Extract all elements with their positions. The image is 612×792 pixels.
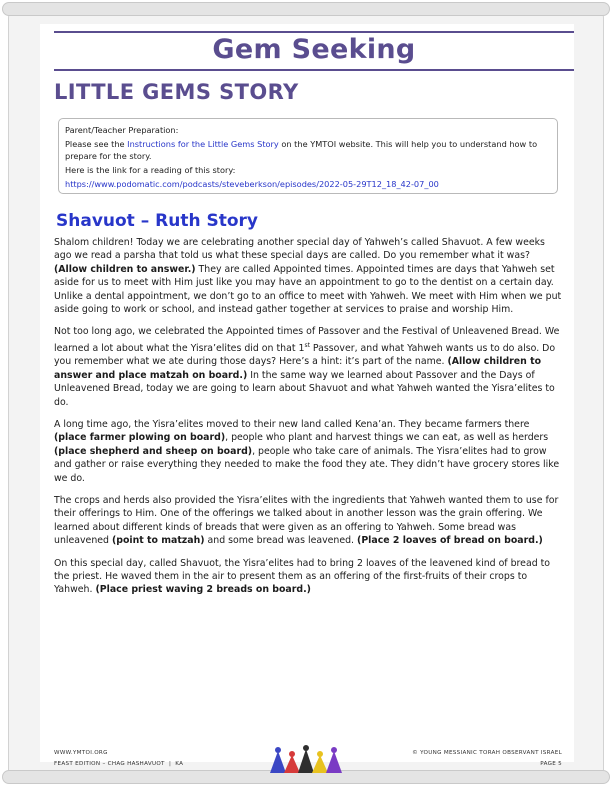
footer-edition: FEAST EDITION – CHAG HASHAVUOT | KA — [54, 761, 184, 767]
preparation-box — [58, 118, 558, 194]
footer-website: WWW.YMTOI.ORG — [54, 750, 108, 756]
story-title: Shavuot – Ruth Story — [56, 211, 258, 231]
podcast-link[interactable]: https://www.podomatic.com/podcasts/steveberkson/episodes/2022-05-29T12_18_42-07_00 — [65, 179, 439, 189]
page — [40, 24, 574, 762]
story-paragraph-5: On this special day, called Shavuot, the Yisra’elites had to bring 2 loaves of the leavened kind of bread to the priest. He waved them in the air to present them as an offering of the first-fruits of their crops to Yahweh. (Place priest waving 2 breads on board.) — [54, 557, 551, 596]
story-paragraph-1: Shalom children! Today we are celebrating another special day of Yahweh’s called Shavuot. A few weeks ago we read a parsha that told us what these special days are called. Do you remember what it was? (Allow children to answer.) They are called Appointed times. Appointed times are days that Yahweh set aside for us to meet with Him just like you may have an appointment to go to the dentist on a certain day. Unlike a dental appointment, we don’t go to an office to meet with Yahweh. We meet with Him when we put aside going to work or school, and instead gather together at services to praise and worship Him. — [54, 237, 562, 316]
prep-reading-note: Here is the link for a reading of this story: — [65, 165, 236, 175]
story-paragraph-4: The crops and herds also provided the Yisra’elites with the ingredients that Yahweh wanted them to use for their offerings to Him. One of the offerings we talked about in another lesson was the grain offering. We learned about different kinds of breads that were given as an offering to Yahweh. Some bread was unleavened (point to matzah) and some bread was leavened. (Place 2 loaves of bread on board.) — [54, 495, 559, 547]
footer-copyright: © YOUNG MESSIANIC TORAH OBSERVANT ISRAEL — [412, 750, 562, 756]
footer-left — [54, 748, 183, 770]
footer-right — [412, 748, 562, 770]
prep-heading: Parent/Teacher Preparation: — [65, 125, 179, 135]
scroll-roll-top — [2, 2, 610, 16]
story-body — [54, 236, 562, 606]
story-paragraph-2: Not too long ago, we celebrated the Appointed times of Passover and the Festival of Unleavened Bread. We learned a lot about what the Yisra’elites did on that 1st Passover, and what Yahweh wants us to do also. Do you remember what we ate during those days? Here’s a hint: it’s part of the name. (Allow children to answer and place matzah on board.) In the same way we learned about Passover and the Days of Unleavened Bread, today we are going to learn about Shavuot and what Yahweh wanted the Yisra’elites to do. — [54, 326, 560, 408]
title-bar — [54, 31, 574, 71]
story-paragraph-3: A long time ago, the Yisra’elites moved to their new land called Kena’an. They became farmers there (place farmer plowing on board), people who plant and harvest things we can eat, as well as herders (place shepherd and sheep on board), people who take care of animals. The Yisra’elites had to grow and gather or raise everything they needed to make the food they ate. They didn’t have grocery stores like we do. — [54, 419, 560, 484]
page-title: Gem Seeking — [212, 34, 416, 65]
footer-page-number: PAGE 5 — [540, 761, 562, 767]
prep-instructions: Please see the Instructions for the Little Gems Story on the YMTOI website. This will help you to understand how to prepare for the story. — [65, 139, 538, 161]
section-title: LITTLE GEMS STORY — [54, 80, 299, 104]
ymtoi-logo — [268, 745, 346, 779]
instructions-link[interactable]: Instructions for the Little Gems Story — [127, 139, 279, 149]
